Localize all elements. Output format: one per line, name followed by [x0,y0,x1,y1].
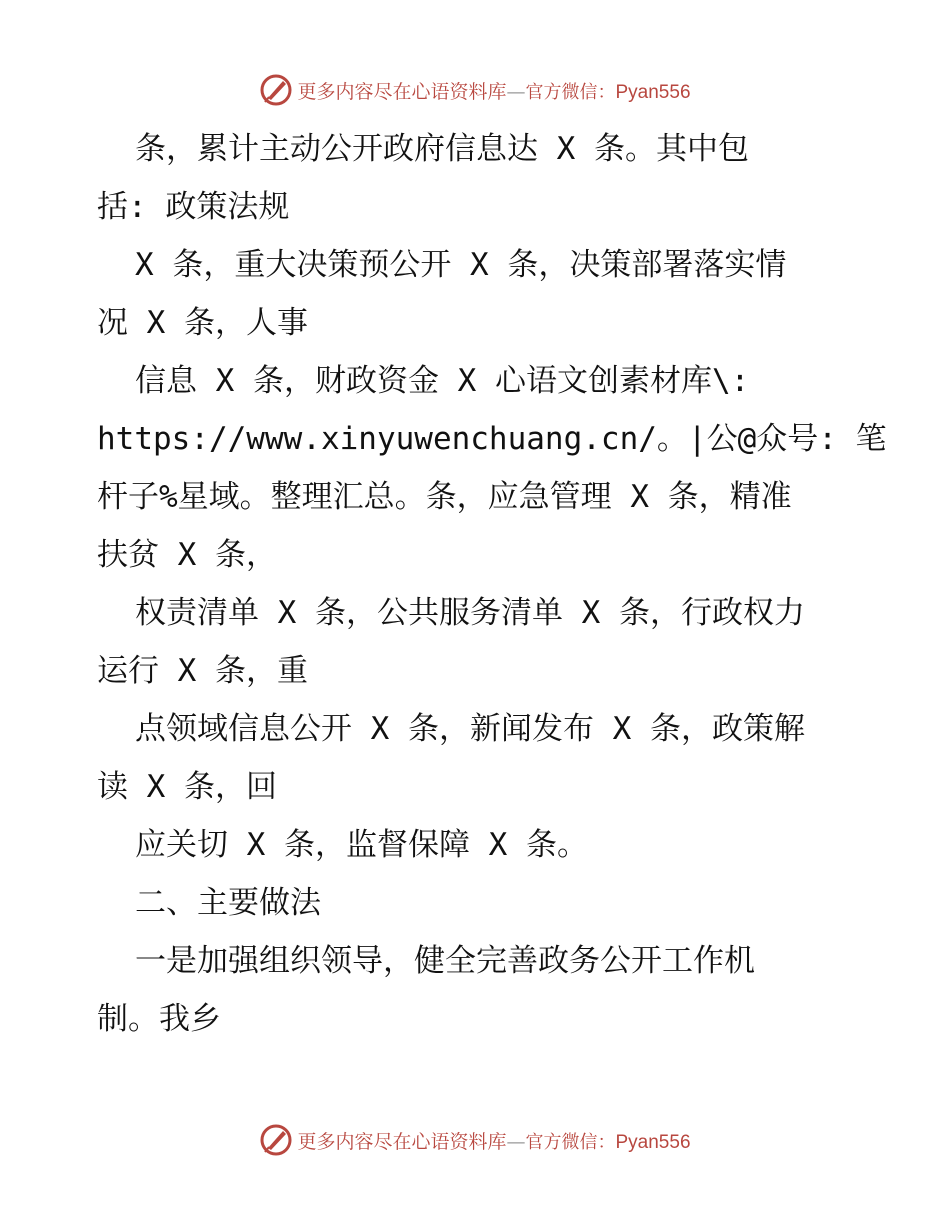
section-heading: 二、主要做法 [135,885,321,921]
text-line: 杆子%星域。整理汇总。条，应急管理 X 条，精准 [97,479,792,515]
watermark-site-text: 更多内容尽在心语资料库 [297,1130,507,1153]
header-watermark [0,70,950,110]
text-line: X 条，重大决策预公开 X 条，决策部署落实情 [135,247,787,283]
header-watermark-text [297,77,690,104]
text-line: 一是加强组织领导，健全完善政务公开工作机 [135,943,755,979]
watermark-wx-label: 官方微信： [525,1131,616,1153]
text-line: 扶贫 X 条， [97,537,277,573]
text-line: 况 X 条，人事 [97,305,308,341]
watermark-dash: — [506,80,526,103]
text-line: 权责清单 X 条，公共服务清单 X 条，行政权力 [135,595,805,631]
text-line: 点领域信息公开 X 条，新闻发布 X 条，政策解 [135,711,805,747]
text-line: https://www.xinyuwenchuang.cn/。|公@众号: 笔 [97,421,887,457]
watermark-dash: — [506,1130,526,1153]
watermark-wx-id: Pyan556 [615,1131,691,1153]
footer-watermark [0,1120,950,1160]
text-line: 括: 政策法规 [97,189,290,225]
text-line: 运行 X 条，重 [97,653,308,689]
footer-watermark-text [297,1127,690,1154]
text-line: 制。我乡 [97,1001,221,1037]
document-body [97,120,887,1048]
text-line: 信息 X 条，财政资金 X 心语文创素材库\: [135,363,750,399]
quill-logo-icon [259,1123,293,1157]
text-line: 应关切 X 条，监督保障 X 条。 [135,827,588,863]
watermark-site-text: 更多内容尽在心语资料库 [297,80,507,103]
text-line: 读 X 条，回 [97,769,277,805]
watermark-wx-label: 官方微信： [525,81,616,103]
watermark-wx-id: Pyan556 [615,81,691,103]
text-line: 条，累计主动公开政府信息达 X 条。其中包 [135,131,749,167]
quill-logo-icon [259,73,293,107]
